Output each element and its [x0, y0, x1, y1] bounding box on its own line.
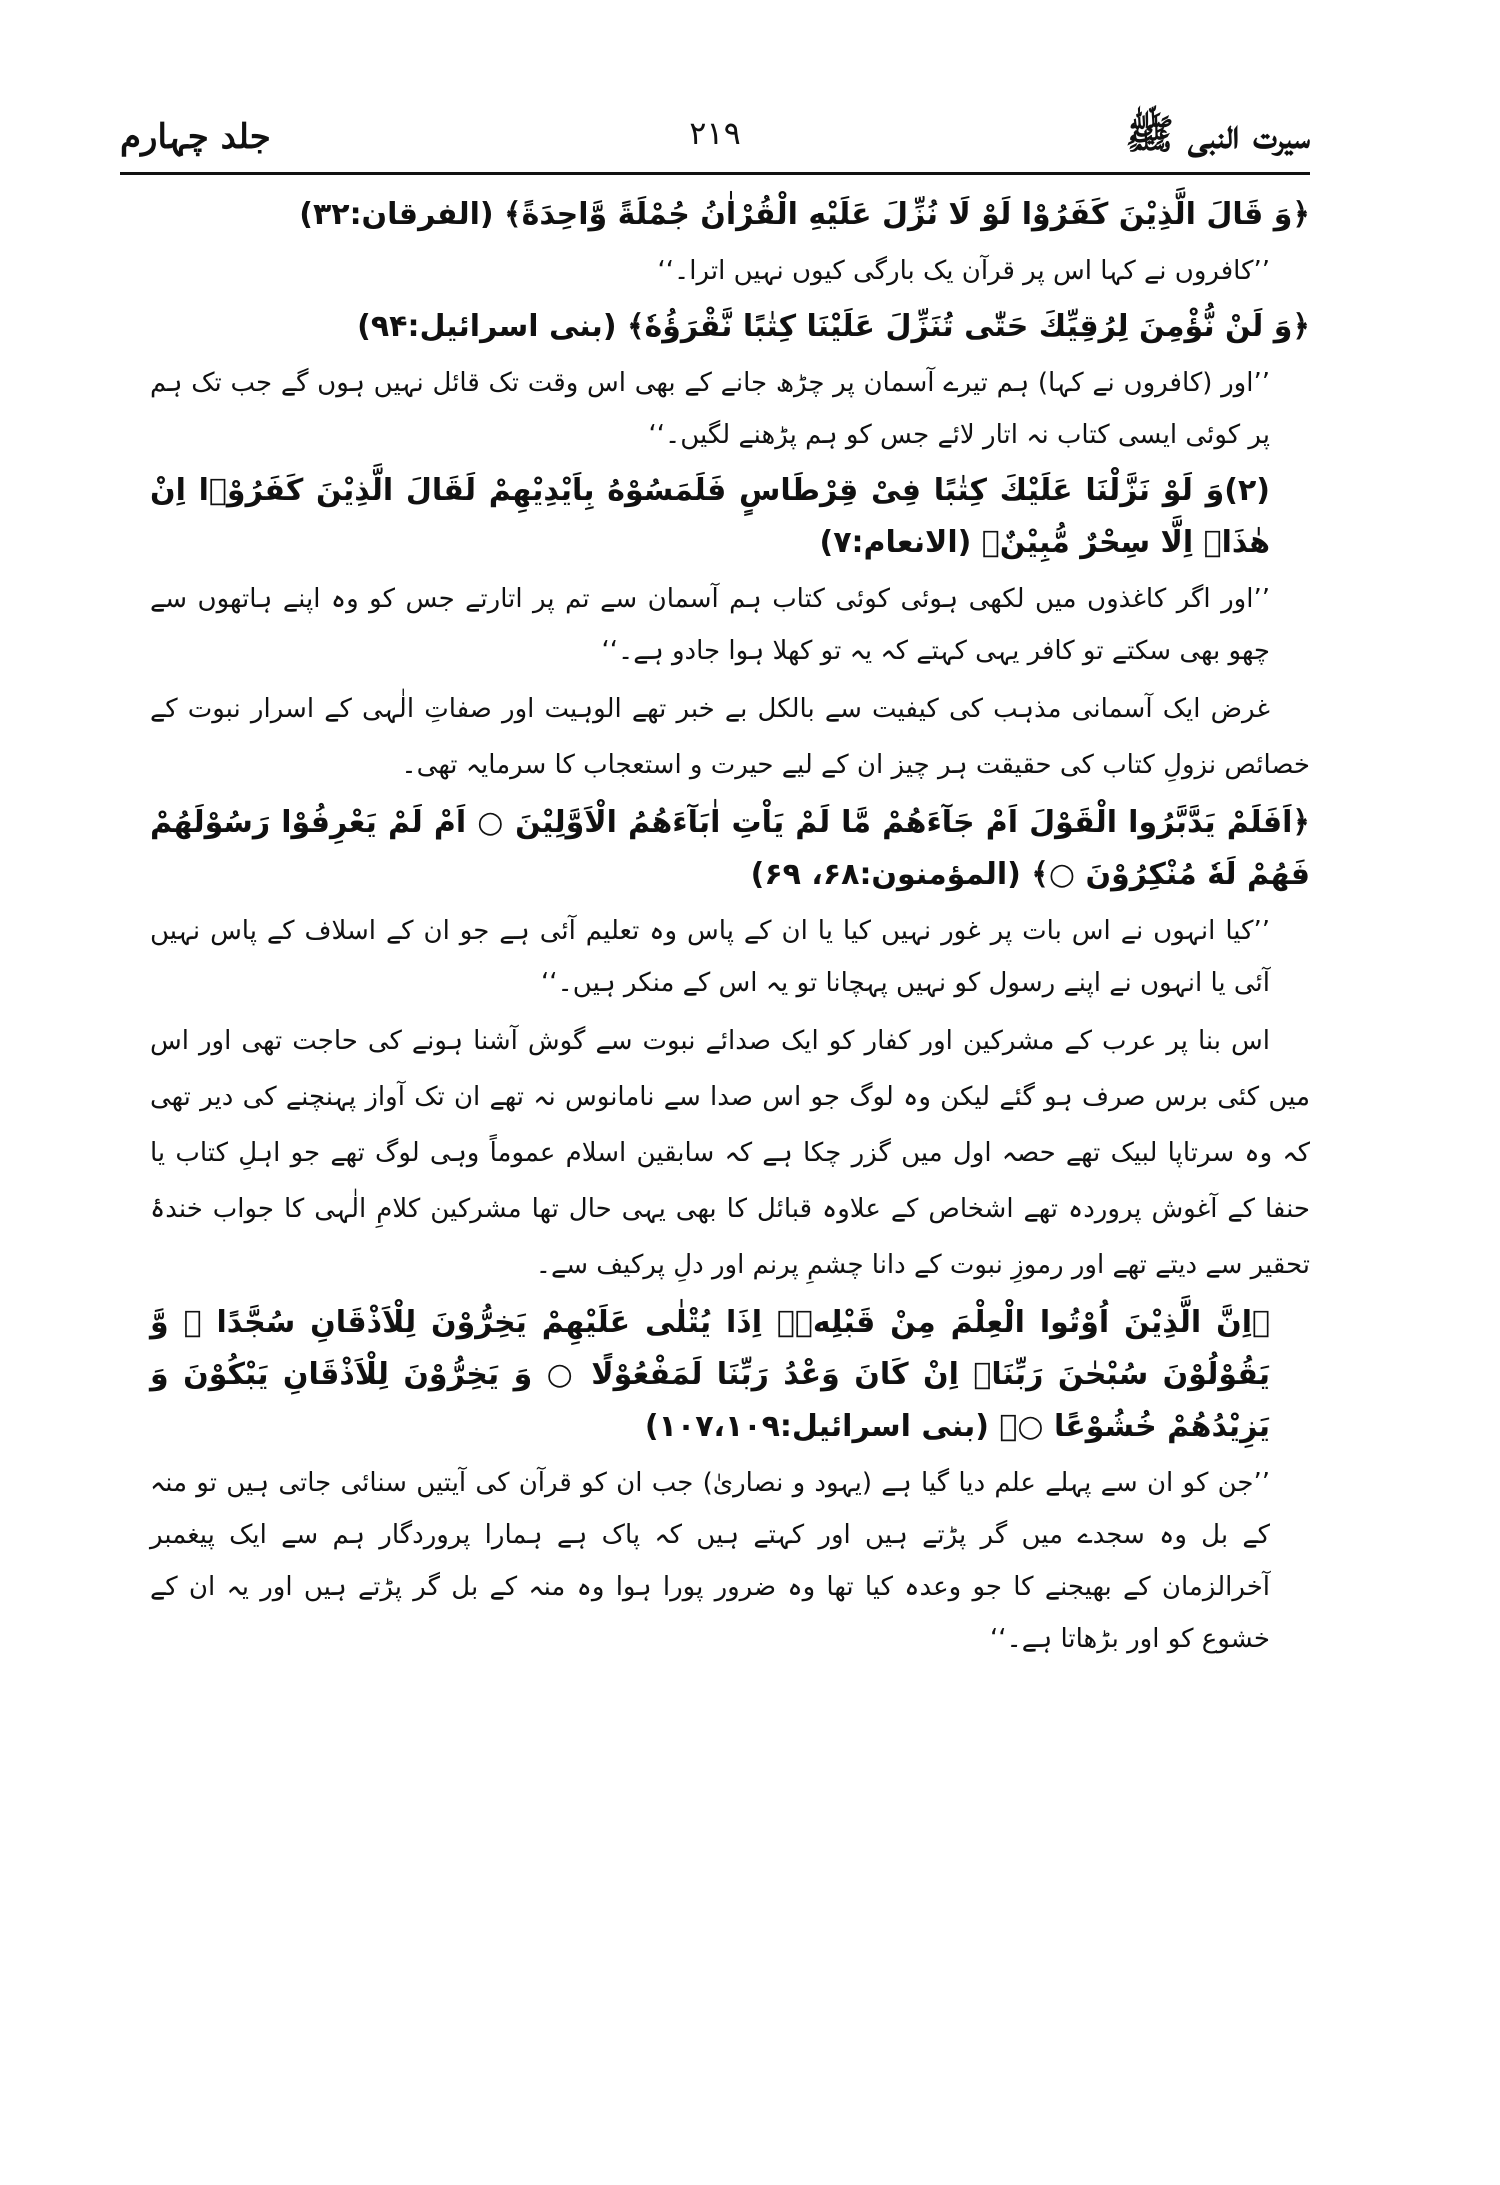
- volume-label: جلد چہارم: [120, 117, 271, 157]
- verse-translation: ’’کیا انہوں نے اس بات پر غور نہیں کیا یا ان کے پاس وہ تعلیم آئی ہے جو ان کے اسلاف کے پاس نہیں آئی یا انہوں نے اپنے رسول کو نہیں پہچانا تو یہ اس کے منکر ہیں۔‘‘: [150, 916, 1270, 998]
- quran-verse: ﴿وَ قَالَ الَّذِیْنَ كَفَرُوْا لَوْ لَا نُزِّلَ عَلَیْهِ الْقُرْاٰنُ جُمْلَةً وَّاحِدَةً﴾ (الفرقان:۳۲): [299, 197, 1310, 232]
- verse-translation: ’’اور اگر کاغذوں میں لکھی ہوئی کوئی کتاب ہم آسمان سے تم پر اتارتے جس کو وہ اپنے ہاتھوں سے چھو بھی سکتے تو کافر یہی کہتے کہ یہ تو کھلا ہوا جادو ہے۔‘‘: [150, 584, 1270, 666]
- verse-translation: ’’کافروں نے کہا اس پر قرآن یک بارگی کیوں نہیں اترا۔‘‘: [657, 256, 1270, 286]
- body-paragraph: غرض ایک آسمانی مذہب کی کیفیت سے بالکل بے خبر تھے الوہیت اور صفاتِ الٰہی کے اسرار نبوت کے خصائص نزولِ کتاب کی حقیقت ہر چیز ان کے لیے حیرت و استعجاب کا سرمایہ تھی۔: [150, 694, 1310, 780]
- quran-verse: ﴿وَ لَنْ نُّؤْمِنَ لِرُقِیِّكَ حَتّٰى تُنَزِّلَ عَلَیْنَا كِتٰبًا نَّقْرَؤُهٗ﴾ (بنی اسرائیل:۹۴): [357, 309, 1310, 344]
- book-title: سیرت النبی ﷺ: [1125, 111, 1310, 158]
- verse-translation: ’’اور (کافروں نے کہا) ہم تیرے آسمان پر چڑھ جانے کے بھی اس وقت تک قائل نہیں ہوں گے جب تک ہم پر کوئی ایسی کتاب نہ اتار لائے جس کو ہم پڑھنے لگیں۔‘‘: [150, 368, 1270, 450]
- page-header: [120, 100, 1310, 160]
- verse-translation: ’’جن کو ان سے پہلے علم دیا گیا ہے (یہود و نصاریٰ) جب ان کو قرآن کی آیتیں سنائی جاتی ہیں تو منہ کے بل وہ سجدے میں گر پڑتے ہیں اور کہتے ہیں کہ پاک ہے ہمارا پروردگار ہم سے ایک پیغمبر آخرالزمان کے بھیجنے کا جو وعدہ کیا تھا وہ ضرور پورا ہوا وہ منہ کے بل گر پڑتے ہیں اور یہ ان کے خشوع کو اور بڑھاتا ہے۔‘‘: [150, 1468, 1270, 1654]
- header-divider: [120, 172, 1310, 175]
- body-paragraph: اس بنا پر عرب کے مشرکین اور کفار کو ایک صدائے نبوت سے گوش آشنا ہونے کی حاجت تھی اور اس میں کئی برس صرف ہو گئے لیکن وہ لوگ جو اس صدا سے نامانوس نہ تھے ان تک آواز پہنچنے کی دیر تھی کہ وہ سرتاپا لبیک تھے حصہ اول میں گزر چکا ہے کہ سابقین اسلام عموماً وہی لوگ تھے جو اہلِ کتاب یا حنفا کے آغوش پروردہ تھے اشخاص کے علاوہ قبائل کا بھی یہی حال تھا مشرکین کلامِ الٰہی کا جواب خندۂ تحقیر سے دیتے تھے اور رموزِ نبوت کے دانا چشمِ پرنم اور دلِ پرکیف سے۔: [150, 1026, 1310, 1280]
- quran-verse: ﴿اِنَّ الَّذِیْنَ اُوْتُوا الْعِلْمَ مِنْ قَبْلِهٖۤ اِذَا یُتْلٰى عَلَیْهِمْ یَخِرُّوْنَ لِلْاَذْقَانِ سُجَّدًا ۙ وَّ یَقُوْلُوْنَ سُبْحٰنَ رَبِّنَاۤ اِنْ كَانَ وَعْدُ رَبِّنَا لَمَفْعُوْلًا ○ وَ یَخِرُّوْنَ لِلْاَذْقَانِ یَبْكُوْنَ وَ یَزِیْدُهُمْ خُشُوْعًا ○﴾ (بنی اسرائیل:۱۰۷،۱۰۹): [150, 1305, 1270, 1444]
- quran-verse: ﴿اَفَلَمْ یَدَّبَّرُوا الْقَوْلَ اَمْ جَآءَهُمْ مَّا لَمْ یَاْتِ اٰبَآءَهُمُ الْاَوَّلِیْنَ ○ اَمْ لَمْ یَعْرِفُوْا رَسُوْلَهُمْ فَهُمْ لَهٗ مُنْكِرُوْنَ ○﴾ (المؤمنون:۶۸، ۶۹): [150, 805, 1310, 892]
- quran-verse: (۲)وَ لَوْ نَزَّلْنَا عَلَیْكَ كِتٰبًا فِیْ قِرْطَاسٍ فَلَمَسُوْهُ بِاَیْدِیْهِمْ لَقَالَ الَّذِیْنَ كَفَرُوْۤا اِنْ هٰذَاۤ اِلَّا سِحْرٌ مُّبِیْنٌ﴾ (الانعام:۷): [150, 473, 1270, 560]
- page-body: [150, 185, 1310, 1667]
- page-number: ۲۱۹: [689, 114, 741, 152]
